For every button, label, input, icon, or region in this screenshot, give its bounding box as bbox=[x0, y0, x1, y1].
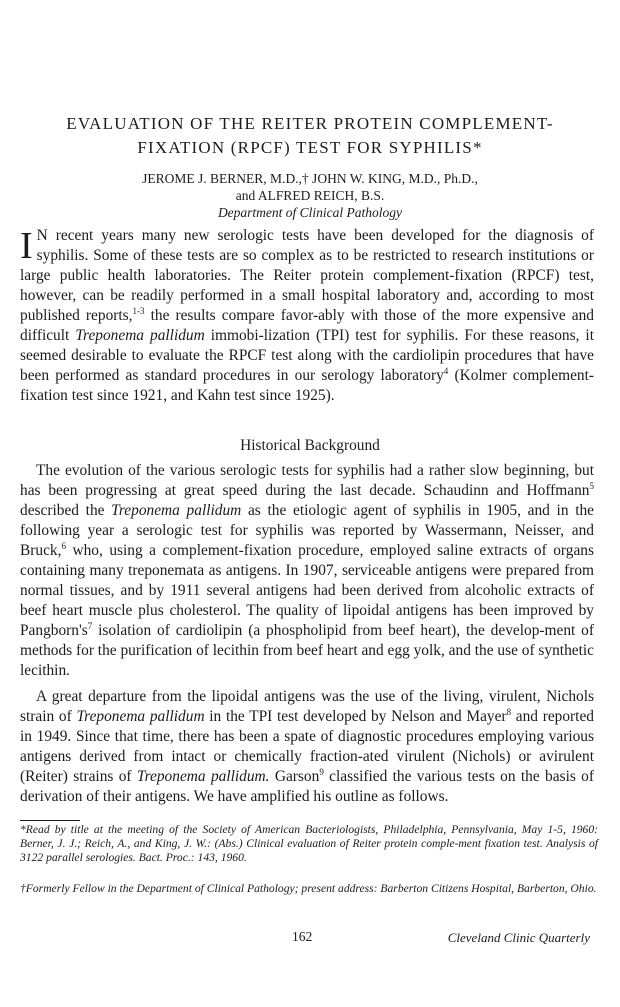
history-paragraph-1 bbox=[20, 461, 594, 681]
para3-text-3: and reported in 1949. Since that time, there has been a spate of diagnostic procedures employing various antigens derived from intact or chemically fraction-ated virulent (Nichols) or avirulent (Reiter) strains of bbox=[20, 708, 594, 785]
intro-text-2: the results compare favor-ably with those of the more expensive and difficult bbox=[20, 307, 594, 344]
organism-name: Treponema pallidum bbox=[111, 502, 242, 519]
intro-text-3: immobi-lization (TPI) test for syphilis. For these reasons, it seemed desirable to evaluate the RPCF test along with the cardiolipin procedures that have been performed as standard procedures in our serology laboratory bbox=[20, 327, 594, 384]
para3-text-2: in the TPI test developed by Nelson and Mayer bbox=[204, 708, 507, 725]
title-line-1: EVALUATION OF THE REITER PROTEIN COMPLEMENT- bbox=[66, 114, 554, 133]
citation-ref: 4 bbox=[443, 365, 449, 376]
citation-ref: 1-3 bbox=[132, 305, 145, 316]
organism-name: Treponema pallidum bbox=[75, 327, 205, 344]
para3-text-4: Garson bbox=[269, 768, 320, 785]
organism-name: Treponema pallidum. bbox=[136, 768, 270, 785]
para2-text-3: as the etiologic agent of syphilis in 1905, and in the following year a serologic test for syphilis was reported by Wassermann, Neisser, and Bruck, bbox=[20, 502, 595, 559]
para3-text-1: A great departure from the lipoidal antigens was the use of the living, virulent, Nichols strain of bbox=[20, 688, 594, 725]
page-number: 162 bbox=[292, 929, 313, 944]
intro-text-4: (Kolmer complement-fixation test since 1921, and Kahn test since 1925). bbox=[20, 367, 594, 404]
citation-ref: 8 bbox=[506, 706, 512, 717]
para3-text-5: classified the various tests on the basis of derivation of their antigens. We have amplified his outline as follows. bbox=[20, 768, 594, 805]
authors-line-2: and ALFRED REICH, B.S. bbox=[235, 188, 385, 203]
department: Department of Clinical Pathology bbox=[217, 205, 403, 220]
organism-name: Treponema pallidum bbox=[76, 708, 205, 725]
para2-text-1: The evolution of the various serologic tests for syphilis had a rather slow beginning, but has been progressing at great speed during the last decade. Schaudinn and Hoffmann bbox=[20, 462, 594, 499]
drop-cap: I bbox=[20, 225, 33, 267]
authors-line-1: JEROME J. BERNER, M.D.,† JOHN W. KING, M.D., Ph.D., bbox=[142, 171, 478, 186]
para2-text-2: described the bbox=[20, 502, 112, 519]
para2-text-4: who, using a complement-fixation procedure, employed saline extracts of organs containing many treponemata as antigens. In 1907, serviceable antigens were prepared from normal tissues, and by 1911 several antigens had been derived from alcoholic extracts of beef heart muscle plus cholesterol. The quality of lipoidal antigens has been improved by Pangborn's bbox=[20, 542, 594, 639]
history-paragraph-2 bbox=[20, 687, 594, 807]
intro-paragraph bbox=[20, 226, 594, 406]
citation-ref: 7 bbox=[87, 620, 93, 631]
author-block bbox=[0, 170, 620, 221]
para2-text-5: isolation of cardiolipin (a phospholipid from beef heart), the develop-ment of methods for the purification of lecithin from beef heart and egg yolk, and the use of synthetic lecithin. bbox=[20, 622, 594, 679]
intro-text-1: N recent years many new serologic tests have been developed for the diagnosis of syphilis. Some of these tests are so complex as to be restricted to research institutions or large public health laboratories. The Reiter protein complement-fixation (RPCF) test, however, can be readily performed in a small hospital laboratory and, according to most published reports, bbox=[20, 227, 594, 324]
citation-ref: 5 bbox=[589, 480, 594, 491]
footnote-divider bbox=[20, 820, 80, 821]
title-line-2: FIXATION (RPCF) TEST FOR SYPHILIS* bbox=[137, 138, 483, 157]
section-heading: Historical Background bbox=[240, 437, 380, 454]
citation-ref: 6 bbox=[61, 540, 66, 551]
journal-name: Cleveland Clinic Quarterly bbox=[447, 930, 590, 945]
footnote-2: †Formerly Fellow in the Department of Clinical Pathology; present address: Barberton Citizens Hospital, Barberton, Ohio. bbox=[20, 882, 597, 895]
footnote-1: *Read by title at the meeting of the Society of American Bacteriologists, Philadelphia, Pennsylvania, May 1-5, 1960: Berner, J. J.; Reich, A., and King, J. W.: (Abs.) Clinical evaluation of Reiter protein comple-ment fixation test. Analysis of 3122 parallel serologies. Bact. Proc.: 143, 1960. bbox=[20, 823, 598, 864]
citation-ref: 9 bbox=[319, 766, 324, 777]
